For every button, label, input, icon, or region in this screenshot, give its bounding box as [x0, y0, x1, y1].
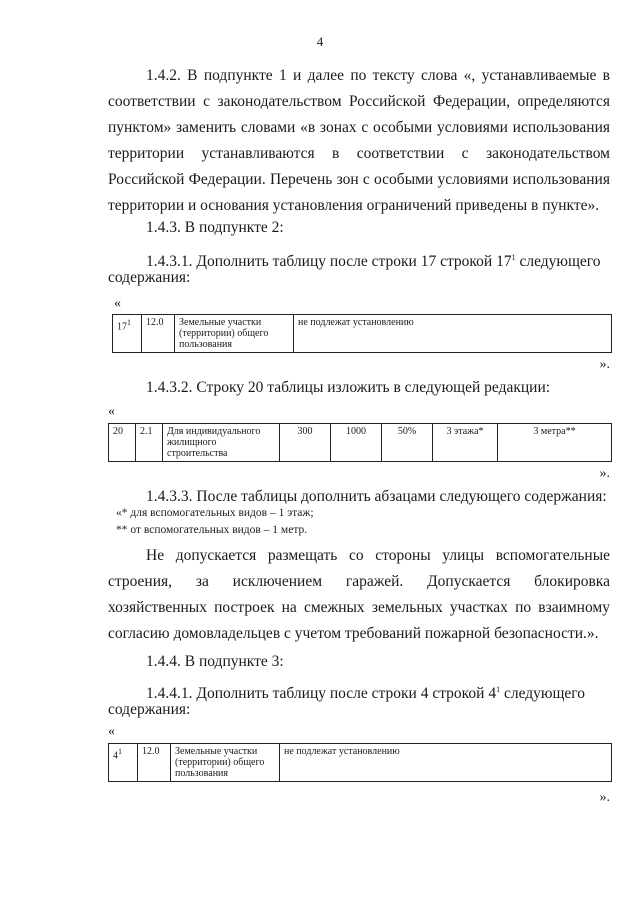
cell-code: 12.0	[142, 315, 175, 353]
paragraph-1-4-3-1: 1.4.3.1. Дополнить таблицу после строки 17 строкой $17^1$ следующего	[146, 253, 601, 271]
cell-min-area: 300	[280, 424, 331, 462]
table-row-4-1	[108, 743, 612, 782]
paragraph-1-4-2: 1.4.2. В подпункте 1 и далее по тексту слова «, устанавливаемые в соответствии с законодательством Российской Федерации, определяются пунктом» заменить словами «в зонах с особыми условиями использования территории устанавливаются в соответствии с законодательством Российской Федерации. Перечень зон с особыми условиями использования территории и основания установления ограничений приведены в пункте».	[108, 67, 610, 214]
cell-meters: 3 метра**	[498, 424, 612, 462]
paragraph-restriction: Не допускается размещать со стороны улицы вспомогательные строения, за исключением гаражей. Допускается блокировка хозяйственных построек на смежных земельных участках по взаимному согласию домовладельцев с учетом требований пожарной безопасности.».	[108, 547, 610, 642]
paragraph-1-4-4-1: 1.4.4.1. Дополнить таблицу после строки 4 строкой $4^1$ следующего	[146, 685, 586, 703]
heading-1-4-3: 1.4.3. В подпункте 2:	[146, 219, 284, 236]
cell-code: 12.0	[138, 744, 171, 782]
paragraph-1-4-3-1-cont: содержания:	[108, 269, 191, 286]
close-quote: ».	[599, 790, 610, 805]
footnotes	[116, 505, 314, 539]
close-quote: ».	[599, 466, 610, 481]
cell-percent: 50%	[382, 424, 433, 462]
footnote-2: ** от вспомогательных видов – 1 метр.	[116, 524, 308, 536]
footnote-1: «* для вспомогательных видов – 1 этаж;	[116, 507, 314, 519]
paragraph-1-4-4-1-cont: содержания:	[108, 701, 191, 718]
cell-name: Земельные участки (территории) общего пользования	[171, 744, 280, 782]
cell-code: 2.1	[136, 424, 163, 462]
cell-value: не подлежат установлению	[280, 744, 612, 782]
cell-floors: 3 этажа*	[433, 424, 498, 462]
paragraph-1-4-3-2: 1.4.3.2. Строку 20 таблицы изложить в следующей редакции:	[146, 379, 551, 396]
cell-value: не подлежат установлению	[294, 315, 612, 353]
table-row-17-1	[112, 314, 612, 353]
page-number: 4	[316, 34, 324, 49]
open-quote: «	[114, 296, 121, 311]
cell-max-area: 1000	[331, 424, 382, 462]
cell-num: 20	[109, 424, 136, 462]
heading-1-4-4: 1.4.4. В подпункте 3:	[146, 653, 284, 670]
close-quote: ».	[599, 357, 610, 372]
cell-name: Для индивидуального жилищного строительства	[163, 424, 280, 462]
open-quote: «	[108, 724, 115, 739]
paragraph-1-4-3-3: 1.4.3.3. После таблицы дополнить абзацами следующего содержания:	[146, 488, 607, 505]
cell-name: Земельные участки (территории) общего пользования	[175, 315, 294, 353]
open-quote: «	[108, 404, 115, 419]
cell-num: $4^1$	[109, 744, 138, 782]
cell-num: $17^1$	[113, 315, 142, 353]
table-row-20	[108, 423, 612, 462]
